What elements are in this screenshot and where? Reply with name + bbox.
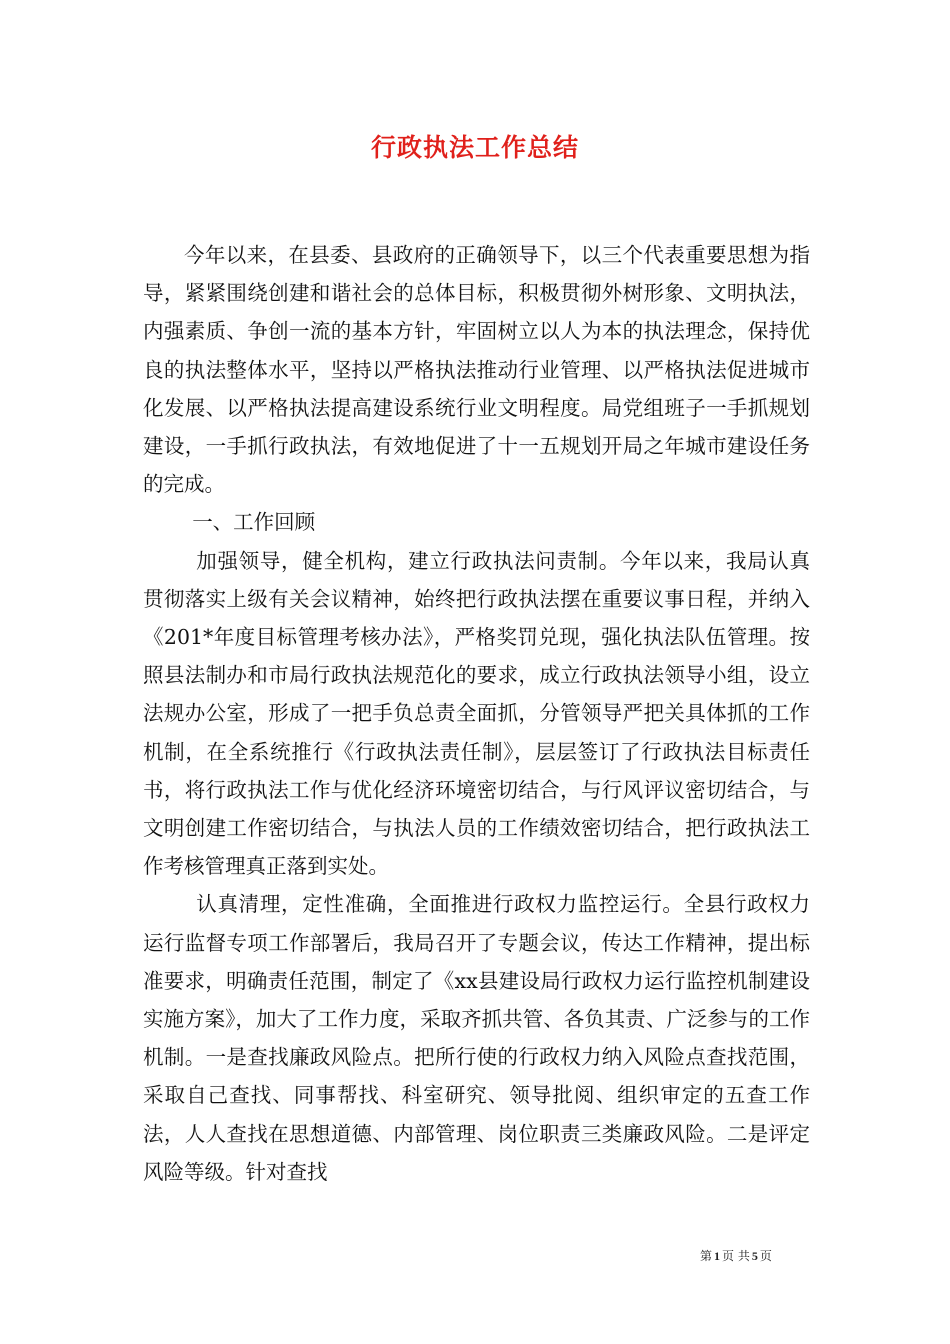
document-title: 行政执法工作总结 — [370, 133, 579, 162]
document-body — [143, 236, 810, 1191]
footer-middle: 页 共 — [722, 1249, 750, 1263]
footer-prefix: 第 — [700, 1249, 713, 1263]
paragraph-intro: 今年以来，在县委、县政府的正确领导下，以三个代表重要思想为指导，紧紧围绕创建和谐社会的总体目标，积极贯彻外树形象、文明执法，内强素质、争创一流的基本方针，牢固树立以人为本的执法理念，保持优良的执法整体水平，坚持以严格执法推动行业管理、以严格执法促进城市化发展、以严格执法提高建设系统行业文明程度。局党组班子一手抓规划建设，一手抓行政执法，有效地促进了十一五规划开局之年城市建设任务的完成。 — [143, 243, 810, 497]
footer-page-number: 1 — [714, 1249, 721, 1263]
page-footer — [700, 1247, 772, 1264]
section-heading: 一、工作回顾 — [192, 510, 316, 535]
footer-suffix: 页 — [759, 1249, 772, 1263]
paragraph-leadership: 加强领导，健全机构，建立行政执法问责制。今年以来，我局认真贯彻落实上级有关会议精神，始终把行政执法摆在重要议事日程，并纳入《201*年度目标管理考核办法》，严格奖罚兑现，强化执法队伍管理。按照县法制办和市局行政执法规范化的要求，成立行政执法领导小组，设立法规办公室，形成了一把手负总责全面抓，分管领导严把关具体抓的工作机制，在全系统推行《行政执法责任制》，层层签订了行政执法目标责任书，将行政执法工作与优化经济环境密切结合，与行风评议密切结合，与文明创建工作密切结合，与执法人员的工作绩效密切结合，把行政执法工作考核管理真正落到实处。 — [143, 548, 810, 879]
footer-total-pages: 5 — [751, 1249, 758, 1263]
paragraph-supervision: 认真清理，定性准确，全面推进行政权力监控运行。全县行政权力运行监督专项工作部署后，我局召开了专题会议，传达工作精神，提出标准要求，明确责任范围，制定了《xx县建设局行政权力运行监控机制建设实施方案》，加大了工作力度，采取齐抓共管、各负其责、广泛参与的工作机制。一是查找廉政风险点。把所行使的行政权力纳入风险点查找范围，采取自己查找、同事帮找、科室研究、领导批阅、组织审定的五查工作法，人人查找在思想道德、内部管理、岗位职责三类廉政风险。二是评定风险等级。针对查找 — [143, 892, 810, 1184]
